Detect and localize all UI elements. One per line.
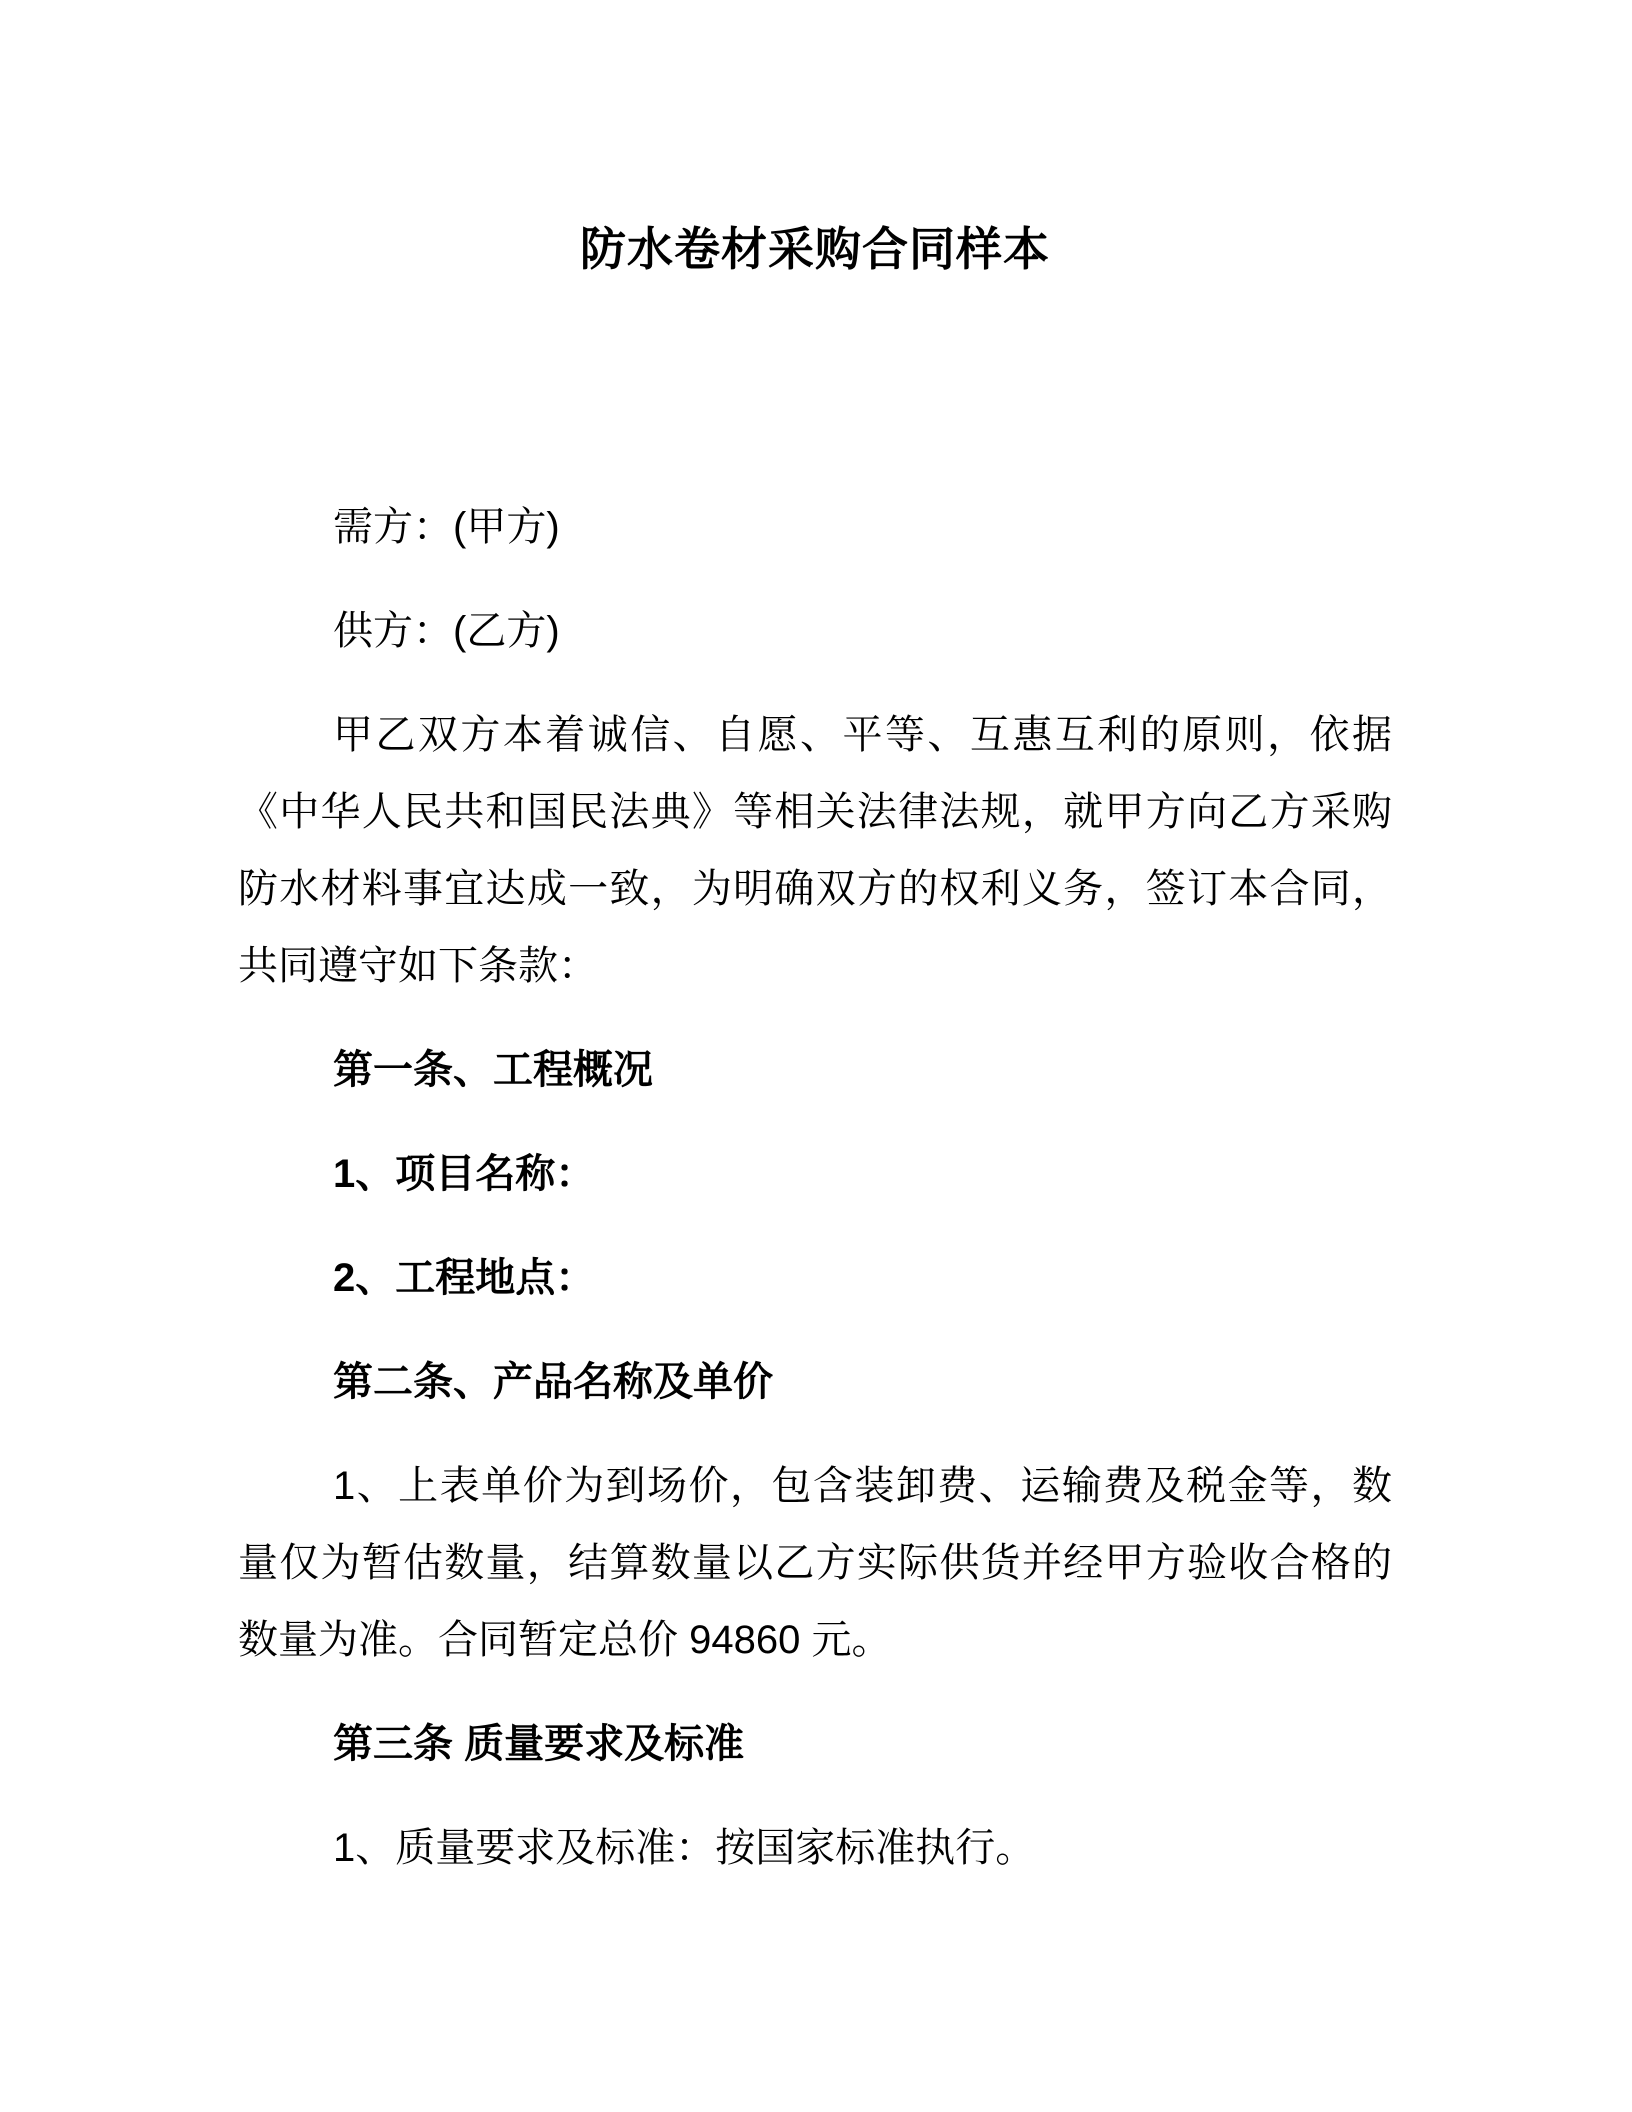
article-1-heading: 第一条、工程概况: [333, 1048, 653, 1092]
preamble-paragraph: 甲乙双方本着诚信、自愿、平等、互惠互利的原则，依据《中华人民共和国民法典》等相关法律法规，就甲方向乙方采购防水材料事宜达成一致，为明确双方的权利义务，签订本合同，共同遵守如下条款：: [238, 713, 1392, 988]
document-title: 防水卷材采购合同样本: [580, 223, 1050, 275]
buyer-line: 需方：(甲方): [333, 505, 560, 549]
article-3-heading: 第三条 质量要求及标准: [333, 1722, 745, 1766]
article-2-heading: 第二条、产品名称及单价: [333, 1360, 773, 1404]
supplier-line: 供方：(乙方): [333, 609, 560, 653]
article-3-clause-1: 1、质量要求及标准：按国家标准执行。: [333, 1826, 1036, 1870]
article-1-item-project-location: 2、工程地点：: [333, 1256, 596, 1300]
article-1-item-project-name: 1、项目名称：: [333, 1152, 596, 1196]
article-2-clause-1: 1、上表单价为到场价，包含装卸费、运输费及税金等，数量仅为暂估数量，结算数量以乙方实际供货并经甲方验收合格的数量为准。合同暂定总价 94860 元。: [238, 1464, 1392, 1662]
